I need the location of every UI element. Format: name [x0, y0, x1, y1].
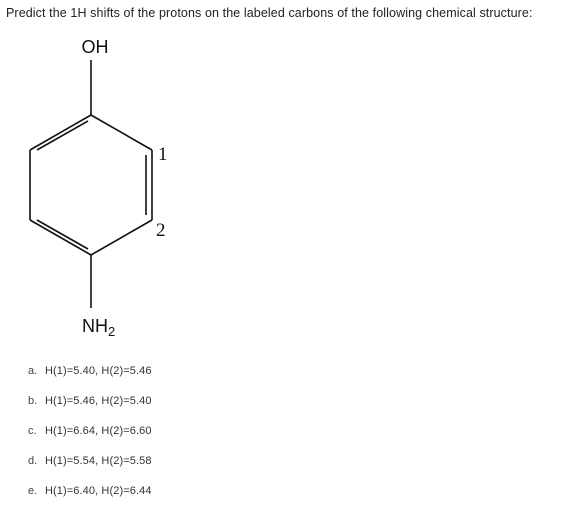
- answer-options: [28, 365, 152, 515]
- ring-bond-bottom-right: [91, 220, 152, 255]
- option-letter: e.: [28, 485, 38, 497]
- option-text: H(1)=5.46, H(2)=5.40: [45, 395, 152, 407]
- option-letter: a.: [28, 365, 38, 377]
- hydroxyl-label: OH: [81, 37, 109, 57]
- chemical-structure: [0, 28, 220, 348]
- option-letter: b.: [28, 395, 38, 407]
- option-c[interactable]: [28, 425, 152, 455]
- amine-label: [82, 316, 115, 339]
- option-e[interactable]: [28, 485, 152, 515]
- option-text: H(1)=6.64, H(2)=6.60: [45, 425, 152, 437]
- carbon-label-2: 2: [156, 220, 166, 241]
- option-text: H(1)=6.40, H(2)=6.44: [45, 485, 152, 497]
- amine-label-subscript: 2: [108, 324, 116, 339]
- option-text: H(1)=5.40, H(2)=5.46: [45, 365, 152, 377]
- option-letter: d.: [28, 455, 38, 467]
- amine-label-main: NH: [82, 316, 108, 336]
- double-bond-bottom-left: [37, 220, 88, 249]
- option-a[interactable]: [28, 365, 152, 395]
- ring-bond-bottom-left: [30, 220, 91, 255]
- option-text: H(1)=5.54, H(2)=5.58: [45, 455, 152, 467]
- option-d[interactable]: [28, 455, 152, 485]
- ring-bond-top-right: [91, 115, 152, 150]
- question-text: Predict the 1H shifts of the protons on the labeled carbons of the following chemical structure:: [6, 6, 533, 20]
- option-letter: c.: [28, 425, 37, 437]
- option-b[interactable]: [28, 395, 152, 425]
- carbon-label-1: 1: [158, 144, 168, 165]
- double-bond-top-left: [37, 121, 88, 150]
- ring-bond-top-left: [30, 115, 91, 150]
